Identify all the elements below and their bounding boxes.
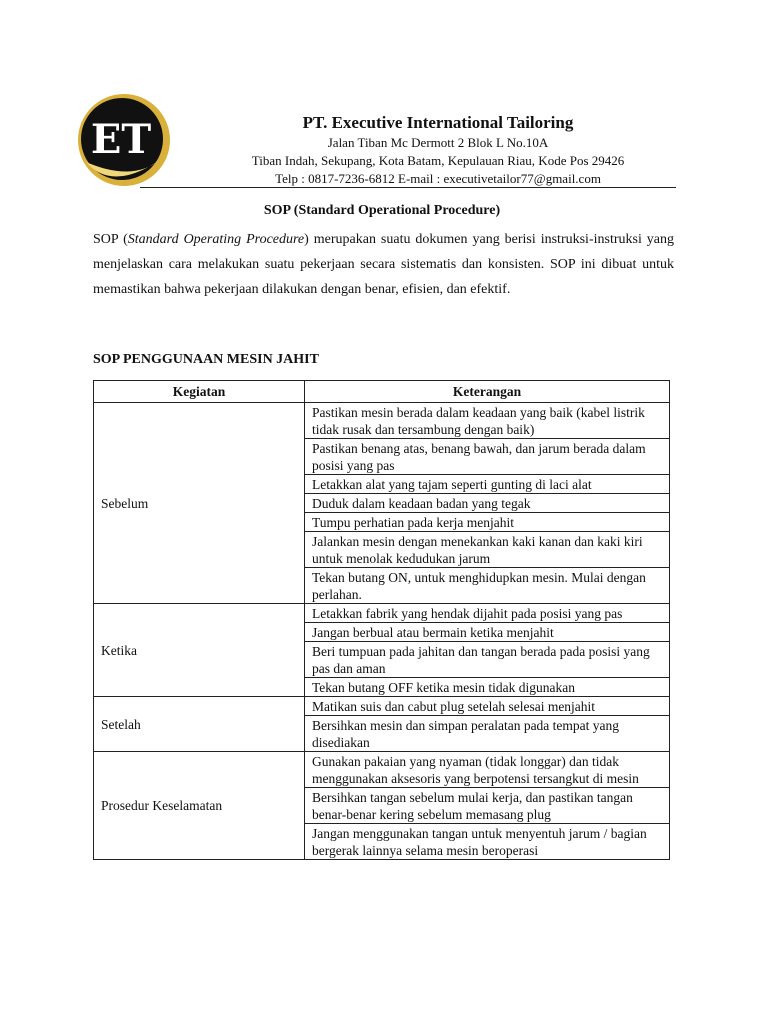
keterangan-cell: Jalankan mesin dengan menekankan kaki kanan dan kaki kiri untuk menolak kedudukan jarum [305,532,670,568]
intro-paragraph [93,227,674,302]
keterangan-cell: Jangan berbual atau bermain ketika menjahit [305,623,670,642]
kegiatan-cell: Setelah [94,697,305,752]
address-line-2: Tiban Indah, Sekupang, Kota Batam, Kepulauan Riau, Kode Pos 29426 [251,153,625,168]
keterangan-cell: Letakkan alat yang tajam seperti gunting di laci alat [305,475,670,494]
keterangan-cell: Bersihkan tangan sebelum mulai kerja, dan pastikan tangan benar-benar kering sebelum memasang plug [305,788,670,824]
contact-line: Telp : 0817-7236-6812 E-mail : executivetailor77@gmail.com [275,171,601,186]
header-kegiatan: Kegiatan [94,381,305,403]
table-header-row [94,381,670,403]
header-divider [140,187,676,188]
keterangan-cell: Letakkan fabrik yang hendak dijahit pada posisi yang pas [305,604,670,623]
kegiatan-cell: Ketika [94,604,305,697]
keterangan-cell: Tekan butang ON, untuk menghidupkan mesin. Mulai dengan perlahan. [305,568,670,604]
sop-table [93,380,670,860]
keterangan-cell: Beri tumpuan pada jahitan dan tangan berada pada posisi yang pas dan aman [305,642,670,678]
keterangan-cell: Duduk dalam keadaan badan yang tegak [305,494,670,513]
intro-emphasis: Standard Operating Procedure [127,232,305,247]
intro-prefix: SOP ( [93,232,128,247]
document-title: SOP (Standard Operational Procedure) [263,203,501,218]
keterangan-cell: Tumpu perhatian pada kerja menjahit [305,513,670,532]
keterangan-cell: Bersihkan mesin dan simpan peralatan pada tempat yang disediakan [305,716,670,752]
table-body [94,403,670,860]
keterangan-cell: Tekan butang OFF ketika mesin tidak digunakan [305,678,670,697]
logo-initials: ET [90,116,152,163]
address-line-1: Jalan Tiban Mc Dermott 2 Blok L No.10A [327,135,549,150]
keterangan-cell: Gunakan pakaian yang nyaman (tidak longgar) dan tidak menggunakan aksesoris yang berpotensi tersangkut di mesin [305,752,670,788]
keterangan-cell: Pastikan benang atas, benang bawah, dan jarum berada dalam posisi yang pas [305,439,670,475]
section-title: SOP PENGGUNAAN MESIN JAHIT [93,352,319,367]
table-row [94,403,670,439]
table-row [94,752,670,788]
kegiatan-cell: Prosedur Keselamatan [94,752,305,860]
table-row [94,604,670,623]
table-row [94,697,670,716]
header-keterangan: Keterangan [305,381,670,403]
keterangan-cell: Matikan suis dan cabut plug setelah selesai menjahit [305,697,670,716]
keterangan-cell: Jangan menggunakan tangan untuk menyentuh jarum / bagian bergerak lainnya selama mesin beroperasi [305,824,670,860]
keterangan-cell: Pastikan mesin berada dalam keadaan yang baik (kabel listrik tidak rusak dan tersambung dengan baik) [305,403,670,439]
intro-body: ) merupakan suatu dokumen yang berisi instruksi-instruksi yang menjelaskan cara melakukan suatu pekerjaan secara sistematis dan konsisten. SOP ini dibuat untuk memastikan bahwa pekerjaan dilakukan dengan benar, efisien, dan efektif. [93,232,675,297]
company-name: PT. Executive International Tailoring [302,113,574,132]
kegiatan-cell: Sebelum [94,403,305,604]
letterhead [140,112,676,188]
